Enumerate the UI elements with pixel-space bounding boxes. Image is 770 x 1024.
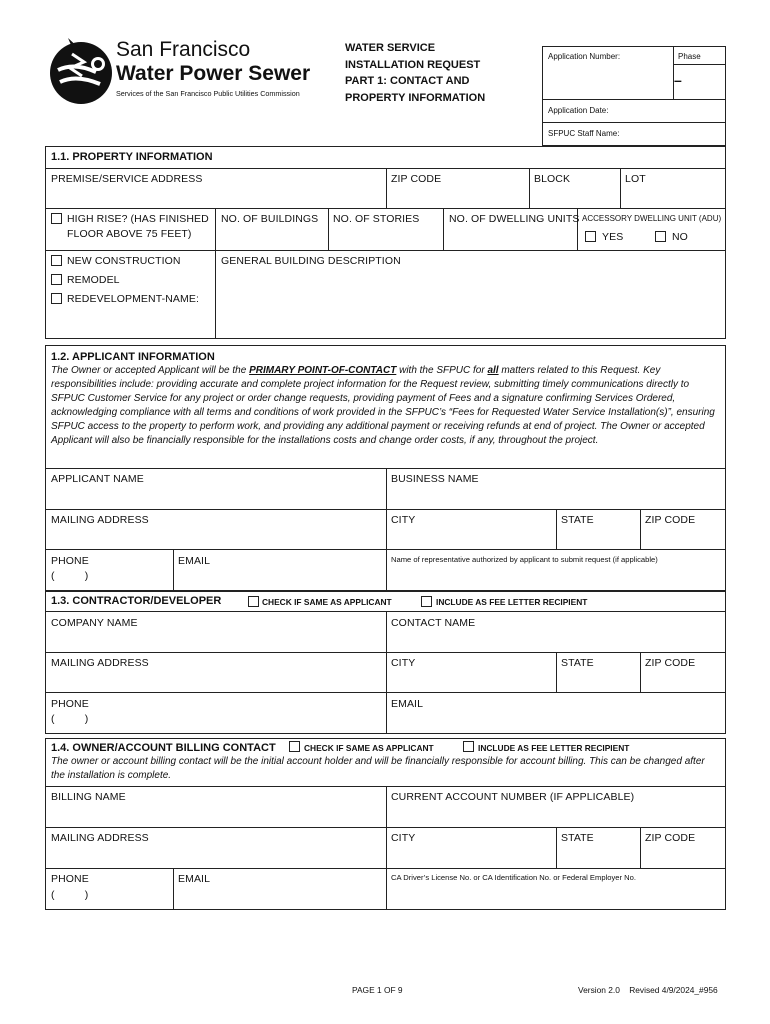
billing-name-label: BILLING NAME — [51, 791, 126, 803]
applicant-phone-label: PHONE — [51, 555, 89, 567]
billing-state-label: STATE — [561, 832, 594, 844]
redevelopment-label: REDEVELOPMENT-NAME: — [67, 293, 200, 305]
version-info: Version 2.0 Revised 4/9/2024_#956 — [578, 985, 718, 995]
high-rise-checkbox[interactable] — [51, 213, 62, 224]
phase-value[interactable]: – — [674, 72, 682, 88]
adu-no-checkbox[interactable] — [655, 231, 666, 242]
section-1-2-title: 1.2. APPLICANT INFORMATION — [51, 351, 215, 363]
billing-description: The owner or account billing contact will be the initial account holder and will be financially responsible for account billing. This can be changed after the installation is complete. — [51, 756, 705, 781]
contractor-city-label: CITY — [391, 657, 416, 669]
application-date-label: Application Date: — [548, 106, 609, 115]
adu-no-label: NO — [672, 231, 688, 243]
applicant-city-label: CITY — [391, 514, 416, 526]
remodel-label: REMODEL — [67, 274, 120, 286]
company-name-label: COMPANY NAME — [51, 617, 138, 629]
billing-same-label: CHECK IF SAME AS APPLICANT — [304, 743, 434, 753]
premise-address-field[interactable] — [47, 186, 383, 206]
section-1-4-title: 1.4. OWNER/ACCOUNT BILLING CONTACT — [51, 742, 276, 754]
form-title-line: INSTALLATION REQUEST — [345, 58, 481, 71]
zip-code-label: ZIP CODE — [391, 173, 442, 185]
redevelopment-checkbox[interactable] — [51, 293, 62, 304]
contractor-email-label: EMAIL — [391, 698, 424, 710]
billing-fee-checkbox[interactable] — [463, 741, 474, 752]
contractor-zip-label: ZIP CODE — [645, 657, 696, 669]
contact-name-label: CONTACT NAME — [391, 617, 476, 629]
water-drop-logo-icon — [44, 32, 118, 106]
phase-label: Phase — [678, 52, 701, 61]
contractor-fee-label: INCLUDE AS FEE LETTER RECIPIENT — [436, 597, 588, 607]
section-1-3-title: 1.3. CONTRACTOR/DEVELOPER — [51, 595, 222, 607]
applicant-email-label: EMAIL — [178, 555, 211, 567]
contractor-same-checkbox[interactable] — [248, 596, 259, 607]
staff-name-label: SFPUC Staff Name: — [548, 129, 620, 138]
building-description-label: GENERAL BUILDING DESCRIPTION — [221, 255, 401, 267]
section-1-1-title: 1.1. PROPERTY INFORMATION — [51, 151, 213, 163]
contractor-mailing-label: MAILING ADDRESS — [51, 657, 149, 669]
contractor-phone-paren: ( ) — [51, 713, 89, 725]
page-number: PAGE 1 OF 9 — [352, 985, 403, 995]
applicant-name-label: APPLICANT NAME — [51, 473, 144, 485]
lot-label: LOT — [625, 173, 646, 185]
form-title-line: PART 1: CONTACT AND — [345, 75, 470, 87]
stories-label: NO. OF STORIES — [333, 213, 420, 225]
applicant-phone-paren: ( ) — [51, 570, 89, 582]
billing-mailing-label: MAILING ADDRESS — [51, 832, 149, 844]
representative-label: Name of representative authorized by applicant to submit request (if applicable) — [391, 555, 658, 564]
contractor-fee-checkbox[interactable] — [421, 596, 432, 607]
billing-fee-label: INCLUDE AS FEE LETTER RECIPIENT — [478, 743, 630, 753]
contractor-state-label: STATE — [561, 657, 594, 669]
billing-phone-label: PHONE — [51, 873, 89, 885]
para-text: with the SFPUC for — [396, 365, 488, 376]
application-number-field[interactable] — [543, 64, 672, 98]
new-construction-label: NEW CONSTRUCTION — [67, 255, 181, 267]
applicant-name-field[interactable] — [47, 486, 383, 507]
new-construction-checkbox[interactable] — [51, 255, 62, 266]
billing-zip-label: ZIP CODE — [645, 832, 696, 844]
application-number-label: Application Number: — [548, 52, 621, 61]
adu-yes-label: YES — [602, 231, 624, 243]
form-title-line: PROPERTY INFORMATION — [345, 91, 486, 104]
remodel-checkbox[interactable] — [51, 274, 62, 285]
high-rise-label: HIGH RISE? (HAS FINISHED — [67, 213, 209, 225]
billing-city-label: CITY — [391, 832, 416, 844]
logo-tagline: Services of the San Francisco Public Utilities Commission — [116, 89, 300, 98]
logo-line2: Water Power Sewer — [116, 62, 311, 85]
logo-line1: San Francisco — [116, 38, 251, 61]
applicant-mailing-label: MAILING ADDRESS — [51, 514, 149, 526]
applicant-description — [51, 364, 719, 448]
business-name-label: BUSINESS NAME — [391, 473, 479, 485]
contractor-same-label: CHECK IF SAME AS APPLICANT — [262, 597, 392, 607]
building-description-field[interactable] — [218, 270, 724, 336]
billing-email-label: EMAIL — [178, 873, 211, 885]
account-number-label: CURRENT ACCOUNT NUMBER (IF APPLICABLE) — [391, 791, 635, 803]
applicant-zip-label: ZIP CODE — [645, 514, 696, 526]
para-text: matters related to this Request. Key responsibilities include: providing accurate and complete project information for the Request review, submitting timely communications directly to SFPUC Customer Service for any project or order change requests, providing payment of Fees and a signature confirming Services Ordered, acknowledging compliance with all terms and conditions of work provided in the SFPUC’s “Fees for Requested Water Service Installation(s)”, ensuring SFPUC access to the property to perform work, and providing any additional payment or receiving refunds at end of project. The Owner or accepted Applicant will also be financially responsible for the installations costs and change order costs, if any, throughout the project. — [51, 365, 715, 446]
premise-address-label: PREMISE/SERVICE ADDRESS — [51, 173, 203, 185]
dwelling-units-label: NO. OF DWELLING UNITS — [449, 213, 580, 225]
applicant-state-label: STATE — [561, 514, 594, 526]
high-rise-label-2: FLOOR ABOVE 75 FEET) — [67, 228, 192, 240]
sfpuc-logo — [44, 32, 334, 106]
para-emphasis: PRIMARY POINT-OF-CONTACT — [249, 365, 397, 376]
para-emphasis: all — [487, 365, 499, 376]
license-label: CA Driver’s License No. or CA Identification No. or Federal Employer No. — [391, 873, 636, 882]
adu-label: ACCESSORY DWELLING UNIT (ADU) — [582, 214, 722, 223]
para-text: The Owner or accepted Applicant will be the — [51, 365, 250, 376]
billing-same-checkbox[interactable] — [289, 741, 300, 752]
buildings-label: NO. OF BUILDINGS — [221, 213, 319, 225]
form-title-line: WATER SERVICE — [345, 42, 436, 54]
adu-yes-checkbox[interactable] — [585, 231, 596, 242]
form-title — [345, 40, 485, 106]
block-label: BLOCK — [534, 173, 571, 185]
billing-phone-paren: ( ) — [51, 889, 89, 901]
contractor-phone-label: PHONE — [51, 698, 89, 710]
